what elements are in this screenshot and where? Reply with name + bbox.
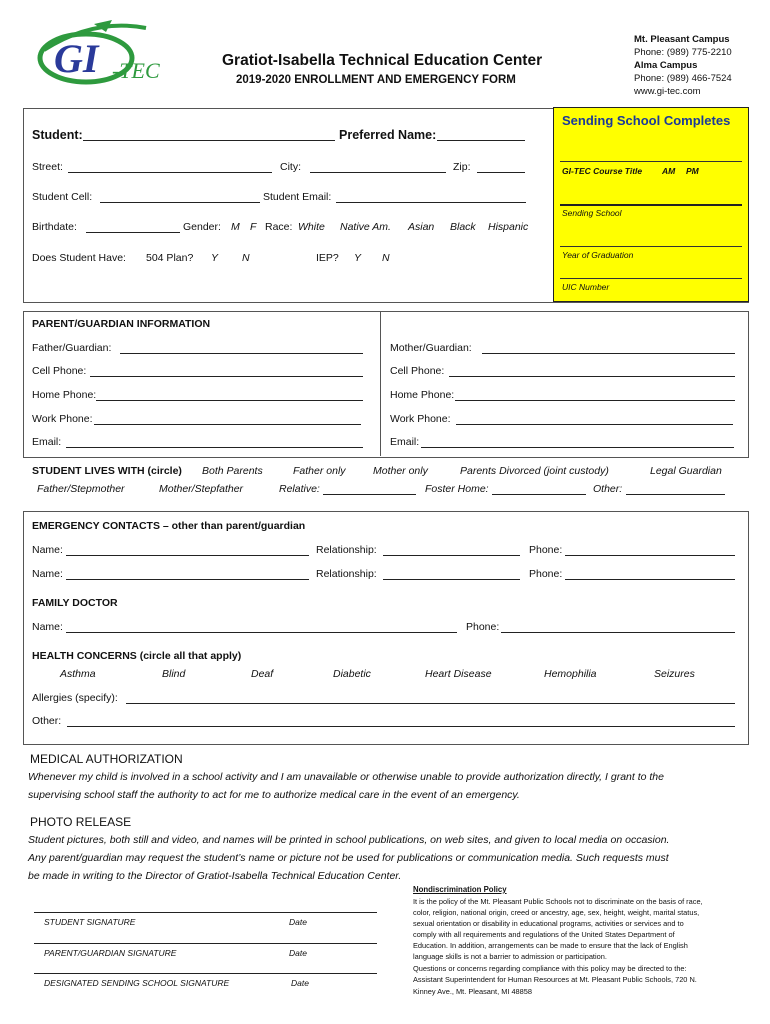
student-email-field[interactable] — [336, 202, 526, 203]
lives-mother-option[interactable]: Mother only — [373, 465, 428, 477]
doctor-heading: FAMILY DOCTOR — [32, 597, 118, 609]
photo-line1: Student pictures, both still and video, and names will be printed in school publications, on web sites, and given to local media on occasion. — [28, 834, 670, 846]
emergency2-name-label: Name: — [32, 568, 63, 580]
health-blind-option[interactable]: Blind — [162, 668, 186, 680]
relative-field[interactable] — [323, 494, 416, 495]
father-label: Father/Guardian: — [32, 342, 112, 354]
sending-school-line[interactable] — [560, 204, 742, 206]
mother-label: Mother/Guardian: — [390, 342, 472, 354]
birthdate-label: Birthdate: — [32, 221, 77, 233]
campus1-phone: Phone: (989) 775-2210 — [634, 47, 732, 58]
mother-work-field[interactable] — [456, 424, 733, 425]
emergency2-phone-field[interactable] — [565, 579, 735, 580]
photo-line2: Any parent/guardian may request the student’s name or picture not be used for publications or communication media. Such requests must — [28, 852, 669, 864]
gender-m-option[interactable]: M — [231, 221, 240, 233]
doctor-name-field[interactable] — [66, 632, 457, 633]
student-label: Student: — [32, 128, 83, 142]
race-label: Race: — [265, 221, 293, 233]
plan504-yes[interactable]: Y — [211, 252, 219, 264]
doctor-phone-label: Phone: — [466, 621, 500, 633]
school-signature-line[interactable] — [34, 973, 377, 974]
sending-school-box — [553, 107, 749, 302]
iep-no[interactable]: N — [382, 252, 390, 264]
lives-father-option[interactable]: Father only — [293, 465, 346, 477]
parent-info-box — [23, 311, 749, 458]
health-heart-option[interactable]: Heart Disease — [425, 668, 492, 680]
nondiscrimination-line4: comply with all requirements and regulations of the United States Department of — [413, 930, 675, 939]
doctor-phone-field[interactable] — [501, 632, 735, 633]
race-asian-option[interactable]: Asian — [408, 221, 435, 233]
pm-option[interactable]: PM — [686, 166, 699, 176]
emergency1-phone-label: Phone: — [529, 544, 563, 556]
iep-label: IEP? — [316, 252, 339, 264]
lives-relative-label: Relative: — [279, 483, 320, 495]
lives-foster-label: Foster Home: — [425, 483, 489, 495]
nondiscrimination-line7: Questions or concerns regarding compliance with this policy may be directed to the: — [413, 964, 687, 973]
nondiscrimination-line3: sexual orientation or disability in educational programs, activities or services and to — [413, 919, 684, 928]
course-title-line[interactable] — [560, 161, 742, 162]
student-have-label: Does Student Have: — [32, 252, 126, 264]
graduation-label: Year of Graduation — [562, 250, 634, 260]
parent-divider — [380, 311, 381, 456]
father-field[interactable] — [120, 353, 363, 354]
preferred-name-label: Preferred Name: — [339, 128, 437, 142]
zip-field[interactable] — [477, 172, 525, 173]
lives-divorced-option[interactable]: Parents Divorced (joint custody) — [460, 465, 609, 477]
plan504-label: 504 Plan? — [146, 252, 194, 264]
school-title: Gratiot-Isabella Technical Education Center — [222, 52, 543, 69]
sending-school-label: Sending School — [562, 208, 622, 218]
health-deaf-option[interactable]: Deaf — [251, 668, 274, 680]
emergency2-relationship-field[interactable] — [383, 579, 520, 580]
preferred-name-field[interactable] — [437, 140, 525, 141]
mother-email-field[interactable] — [421, 447, 734, 448]
student-signature-line[interactable] — [34, 912, 377, 913]
student-cell-label: Student Cell: — [32, 191, 93, 203]
foster-field[interactable] — [492, 494, 586, 495]
health-seizures-option[interactable]: Seizures — [654, 668, 695, 680]
gender-label: Gender: — [183, 221, 221, 233]
emergency2-relationship-label: Relationship: — [316, 568, 377, 580]
race-white-option[interactable]: White — [298, 221, 325, 233]
father-home-field[interactable] — [96, 400, 363, 401]
school-signature-label: DESIGNATED SENDING SCHOOL SIGNATURE — [44, 978, 230, 988]
medical-line2: supervising school staff the authority to act for me to authorize medical care in the event of an emergency. — [28, 789, 520, 801]
student-name-field[interactable] — [83, 140, 335, 141]
lives-with-heading: STUDENT LIVES WITH (circle) — [32, 465, 182, 477]
father-email-label: Email: — [32, 436, 62, 448]
street-field[interactable] — [68, 172, 272, 173]
health-heading: HEALTH CONCERNS (circle all that apply) — [32, 650, 242, 662]
emergency1-name-field[interactable] — [66, 555, 309, 556]
emergency1-relationship-field[interactable] — [383, 555, 520, 556]
plan504-no[interactable]: N — [242, 252, 250, 264]
nondiscrimination-line2: color, religion, national origin, creed or ancestry, age, sex, height, weight, marital status, — [413, 908, 700, 917]
lives-father-step-option[interactable]: Father/Stepmother — [37, 483, 125, 495]
lives-both-option[interactable]: Both Parents — [202, 465, 263, 477]
nondiscrimination-line6: language skills is not a barrier to admission or participation. — [413, 952, 607, 961]
emergency1-name-label: Name: — [32, 544, 63, 556]
health-other-field[interactable] — [67, 726, 735, 727]
lives-mother-step-option[interactable]: Mother/Stepfather — [159, 483, 244, 495]
campus2-phone: Phone: (989) 466-7524 — [634, 73, 732, 84]
campus2-name: Alma Campus — [634, 60, 698, 71]
svg-text:-TEC: -TEC — [112, 58, 160, 83]
allergies-label: Allergies (specify): — [32, 692, 118, 704]
form-subtitle: 2019-2020 ENROLLMENT AND EMERGENCY FORM — [236, 74, 516, 86]
father-cell-label: Cell Phone: — [32, 365, 87, 377]
race-hispanic-option[interactable]: Hispanic — [488, 221, 529, 233]
nondiscrimination-line9: Kinney Ave., Mt. Pleasant, MI 48858 — [413, 987, 533, 996]
parent-date-label: Date — [289, 948, 307, 958]
website-link[interactable]: www.gi-tec.com — [634, 86, 701, 97]
nondiscrimination-heading: Nondiscrimination Policy — [413, 885, 507, 894]
father-work-field[interactable] — [94, 424, 361, 425]
graduation-line[interactable] — [560, 246, 742, 247]
uic-label: UIC Number — [562, 282, 610, 292]
city-field[interactable] — [310, 172, 446, 173]
father-email-field[interactable] — [66, 447, 363, 448]
gender-f-option[interactable]: F — [250, 221, 257, 233]
mother-cell-label: Cell Phone: — [390, 365, 445, 377]
emergency1-relationship-label: Relationship: — [316, 544, 377, 556]
course-title-label: GI-TEC Course Title — [562, 166, 643, 176]
street-label: Street: — [32, 161, 63, 173]
student-signature-label: STUDENT SIGNATURE — [44, 917, 136, 927]
father-cell-field[interactable] — [90, 376, 363, 377]
father-home-label: Home Phone: — [32, 389, 97, 401]
uic-line[interactable] — [560, 278, 742, 279]
campus1-name: Mt. Pleasant Campus — [634, 34, 730, 45]
emergency2-name-field[interactable] — [66, 579, 309, 580]
sending-school-heading: Sending School Completes — [562, 113, 731, 128]
gi-tec-logo — [34, 20, 184, 90]
zip-label: Zip: — [453, 161, 471, 173]
nondiscrimination-line1: It is the policy of the Mt. Pleasant Public Schools not to discriminate on the basis of race, — [413, 897, 703, 906]
health-hemophilia-option[interactable]: Hemophilia — [544, 668, 597, 680]
lives-other-label: Other: — [593, 483, 623, 495]
health-asthma-option[interactable]: Asthma — [60, 668, 96, 680]
emergency1-phone-field[interactable] — [565, 555, 735, 556]
mother-email-label: Email: — [390, 436, 420, 448]
am-option[interactable]: AM — [662, 166, 676, 176]
photo-heading: PHOTO RELEASE — [30, 815, 132, 829]
doctor-name-label: Name: — [32, 621, 63, 633]
student-email-label: Student Email: — [263, 191, 332, 203]
emergency2-phone-label: Phone: — [529, 568, 563, 580]
medical-line1: Whenever my child is involved in a school activity and I am unavailable or otherwise unable to provide authorization directly, I grant to the — [28, 771, 664, 783]
health-diabetic-option[interactable]: Diabetic — [333, 668, 371, 680]
student-date-label: Date — [289, 917, 307, 927]
lives-other-field[interactable] — [626, 494, 725, 495]
mother-home-label: Home Phone: — [390, 389, 455, 401]
race-black-option[interactable]: Black — [450, 221, 476, 233]
student-cell-field[interactable] — [100, 202, 260, 203]
mother-field[interactable] — [482, 353, 735, 354]
svg-text:GI: GI — [54, 36, 99, 81]
photo-line3: be made in writing to the Director of Gratiot-Isabella Technical Education Center. — [28, 870, 402, 882]
mother-home-field[interactable] — [455, 400, 735, 401]
father-work-label: Work Phone: — [32, 413, 93, 425]
mother-cell-field[interactable] — [449, 376, 735, 377]
lives-legal-option[interactable]: Legal Guardian — [650, 465, 722, 477]
emergency-health-box — [23, 511, 749, 745]
school-date-label: Date — [291, 978, 309, 988]
parent-signature-line[interactable] — [34, 943, 377, 944]
city-label: City: — [280, 161, 301, 173]
nondiscrimination-line5: Education. In addition, arrangements can be made to ensure that the lack of English — [413, 941, 688, 950]
birthdate-field[interactable] — [86, 232, 180, 233]
mother-work-label: Work Phone: — [390, 413, 451, 425]
parent-signature-label: PARENT/GUARDIAN SIGNATURE — [44, 948, 177, 958]
emergency-heading: EMERGENCY CONTACTS – other than parent/guardian — [32, 520, 306, 532]
health-other-label: Other: — [32, 715, 62, 727]
allergies-field[interactable] — [126, 703, 735, 704]
nondiscrimination-line8: Assistant Superintendent for Human Resources at Mt. Pleasant Public Schools, 720 N. — [413, 975, 697, 984]
iep-yes[interactable]: Y — [354, 252, 362, 264]
medical-heading: MEDICAL AUTHORIZATION — [30, 752, 183, 766]
parent-heading: PARENT/GUARDIAN INFORMATION — [32, 318, 211, 330]
race-native-option[interactable]: Native Am. — [340, 221, 391, 233]
